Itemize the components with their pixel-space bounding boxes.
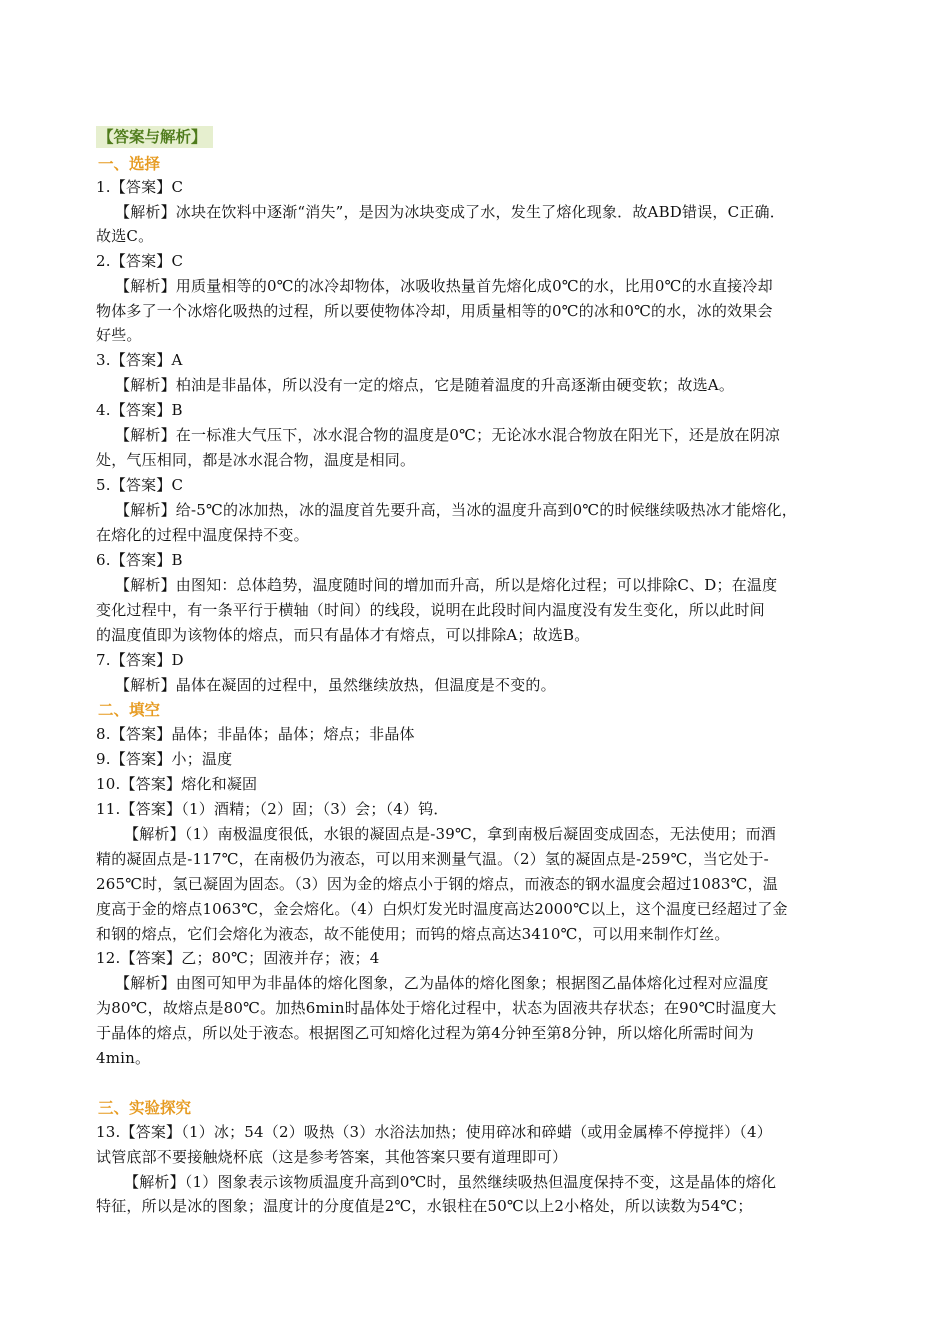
- explanation-line: 变化过程中，有一条平行于横轴（时间）的线段，说明在此段时间内温度没有发生变化，所以此时间: [96, 601, 765, 619]
- section-heading-choice: 一、选择: [98, 155, 161, 173]
- answer-line: 4.【答案】B: [96, 401, 183, 419]
- explanation-line: 【解析】在一标准大气压下，冰水混合物的温度是0℃；无论冰水混合物放在阳光下，还是放在阴凉: [115, 426, 781, 444]
- section-heading-fill: 二、填空: [98, 701, 161, 719]
- answer-line: 6.【答案】B: [96, 551, 183, 569]
- explanation-line: 在熔化的过程中温度保持不变。: [96, 526, 309, 544]
- answer-line: 9.【答案】小；温度: [96, 750, 233, 768]
- explanation-line: 【解析】冰块在饮料中逐渐“消失”，是因为冰块变成了水，发生了熔化现象．故ABD错误，C正确．: [115, 203, 785, 221]
- answer-line: 8.【答案】晶体；非晶体；晶体；熔点；非晶体: [96, 725, 415, 743]
- section-heading-experiment: 三、实验探究: [98, 1099, 192, 1117]
- answer-line: 试管底部不要接触烧杯底（这是参考答案，其他答案只要有道理即可）: [96, 1148, 568, 1166]
- explanation-line: 【解析】（1）图象表示该物质温度升高到0℃时，虽然继续吸热但温度保持不变，这是晶体的熔化: [124, 1173, 777, 1191]
- explanation-line: 【解析】由图知：总体趋势，温度随时间的增加而升高，所以是熔化过程；可以排除C、D；在温度: [115, 576, 778, 594]
- explanation-line: 处，气压相同，都是冰水混合物，温度是相同。: [96, 451, 416, 469]
- explanation-line: 为80℃，故熔点是80℃。加热6min时晶体处于熔化过程中，状态为固液共存状态；在90℃时温度大: [96, 999, 777, 1017]
- answer-line: 1.【答案】C: [96, 178, 184, 196]
- explanation-line: 【解析】用质量相等的0℃的冰冷却物体，冰吸收热量首先熔化成0℃的水，比用0℃的水直接冷却: [115, 277, 773, 295]
- explanation-line: 【解析】柏油是非晶体，所以没有一定的熔点，它是随着温度的升高逐渐由硬变软；故选A。: [115, 376, 735, 394]
- explanation-line: 物体多了一个冰熔化吸热的过程，所以要使物体冷却，用质量相等的0℃的冰和0℃的水，冰的效果会: [96, 302, 773, 320]
- answer-line: 12.【答案】乙；80℃；固液并存；液；4: [96, 949, 380, 967]
- page-title: 【答案与解析】: [96, 126, 213, 148]
- explanation-line: 于晶体的熔点，所以处于液态。根据图乙可知熔化过程为第4分钟至第8分钟，所以熔化所需时间为: [96, 1024, 754, 1042]
- answer-line: 11.【答案】（1）酒精；（2）固；（3）会；（4）钨．: [96, 800, 449, 818]
- explanation-line: 度高于金的熔点1063℃，金会熔化。（4）白炽灯发光时温度高达2000℃以上，这个温度已经超过了金: [96, 900, 788, 918]
- explanation-line: 故选C。: [96, 227, 154, 245]
- answer-line: 5.【答案】C: [96, 476, 184, 494]
- explanation-line: 【解析】由图可知甲为非晶体的熔化图象，乙为晶体的熔化图象；根据图乙晶体熔化过程对应温度: [115, 974, 769, 992]
- explanation-line: 4min。: [96, 1049, 151, 1067]
- answer-line: 10.【答案】熔化和凝固: [96, 775, 258, 793]
- answer-line: 2.【答案】C: [96, 252, 184, 270]
- answer-line: 13.【答案】（1）冰；54（2）吸热（3）水浴法加热；使用碎冰和碎蜡（或用金属棒不停搅拌）（4）: [96, 1123, 772, 1141]
- explanation-line: 的温度值即为该物体的熔点，而只有晶体才有熔点，可以排除A；故选B。: [96, 626, 590, 644]
- explanation-line: 【解析】晶体在凝固的过程中，虽然继续放热，但温度是不变的。: [115, 676, 556, 694]
- explanation-line: 【解析】给-5℃的冰加热，冰的温度首先要升高，当冰的温度升高到0℃的时候继续吸热冰才能熔化，: [115, 501, 797, 519]
- explanation-line: 精的凝固点是-117℃，在南极仍为液态，可以用来测量气温。（2）氢的凝固点是-259℃，当它处于-: [96, 850, 769, 868]
- explanation-line: 特征，所以是冰的图象；温度计的分度值是2℃，水银柱在50℃以上2小格处，所以读数为54℃；: [96, 1197, 753, 1215]
- explanation-line: 和钢的熔点，它们会熔化为液态，故不能使用；而钨的熔点高达3410℃，可以用来制作灯丝。: [96, 925, 730, 943]
- answer-line: 7.【答案】D: [96, 651, 184, 669]
- explanation-line: 【解析】（1）南极温度很低，水银的凝固点是-39℃，拿到南极后凝固变成固态，无法使用；而酒: [124, 825, 776, 843]
- explanation-line: 265℃时，氢已凝固为固态。（3）因为金的熔点小于钢的熔点，而液态的钢水温度会超过1083℃，温: [96, 875, 779, 893]
- explanation-line: 好些。: [96, 326, 142, 344]
- answer-line: 3.【答案】A: [96, 351, 183, 369]
